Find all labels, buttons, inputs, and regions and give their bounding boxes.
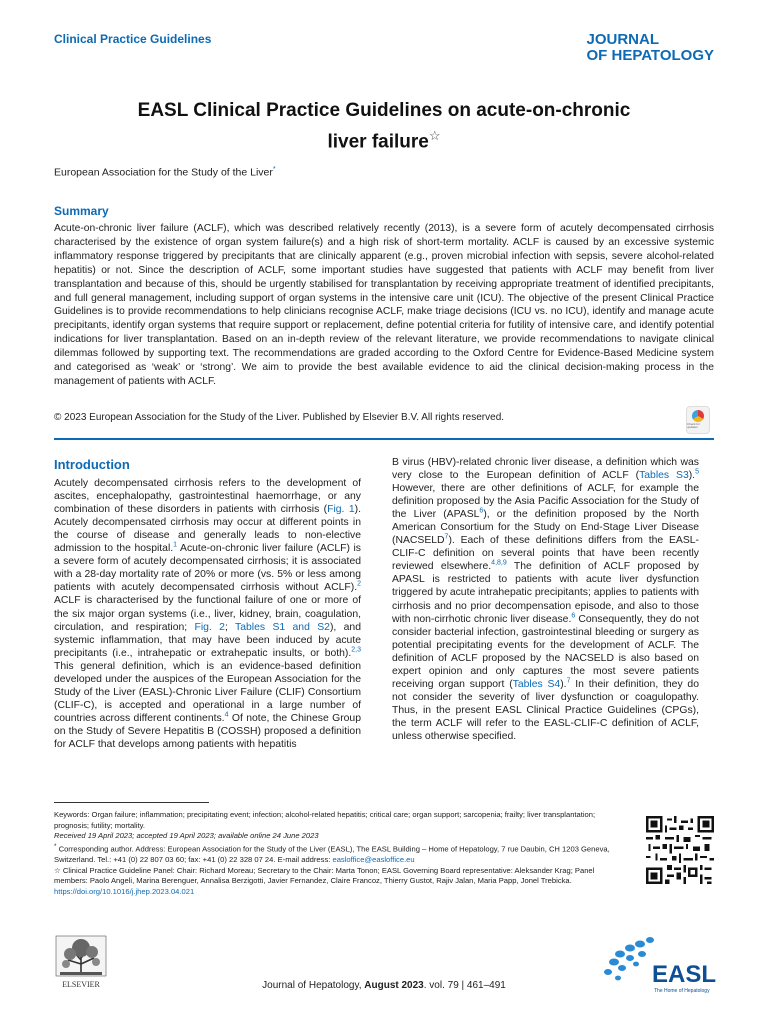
body-text: ). Acutely decompensated cirrhosis may occur at different points in the course of disease and generally leads to non-elective admission to the hospital. xyxy=(54,504,361,555)
reference-link[interactable]: 5 xyxy=(695,468,699,476)
panel-mark: ☆ xyxy=(54,865,61,875)
introduction-paragraph-left xyxy=(54,477,361,751)
reference-link[interactable]: 4 xyxy=(224,711,229,719)
body-text: Acutely decompensated cirrhosis refers to the development of ascites, encephalopathy, gastrointestinal haemorrhage, or any combination of these disorders in patients with cirrhosis ( xyxy=(54,478,361,516)
summary-heading: Summary xyxy=(54,204,109,218)
received-dates xyxy=(54,831,620,842)
journal-logo-line2: OF HEPATOLOGY xyxy=(586,47,714,64)
body-text: ), or the definition proposed by the North American Consortium for the Study on End-Stage Liver Disease (NACSELD xyxy=(392,509,699,547)
reference-link[interactable]: 2 xyxy=(357,580,361,588)
crossmark-icon[interactable] xyxy=(686,406,710,434)
right-column xyxy=(392,456,699,743)
journal-logo xyxy=(586,32,714,64)
introduction-heading: Introduction xyxy=(54,457,130,472)
table-link[interactable]: Tables S3 xyxy=(639,470,689,482)
reference-link[interactable]: 6 xyxy=(571,612,576,620)
body-text: Consequently, they do not consider bacterial infection, gastrointestinal bleeding or surgery as potential precipitating events for the development of ACLF. The definition of ACLF proposed by the NACSELD is also based on expert opinion and only captures the most severe patients receiving organ support ( xyxy=(392,613,699,690)
body-text: Of note, the Chinese Group on the Study of Severe Hepatitis B (COSSH) proposed a definition for ACLF that develops among patients with hepatitis xyxy=(54,712,361,750)
doi-link[interactable]: https://doi.org/10.1016/j.jhep.2023.04.021 xyxy=(54,886,195,896)
elsevier-wordmark: ELSEVIER xyxy=(62,980,100,989)
body-text: B virus (HBV)-related chronic liver disease, a definition which was very close to the European definition of ACLF ( xyxy=(392,457,699,482)
body-text: ), and systemic inflammation, that may have been induced by acute precipitants (i.e., intrahepatic or extrahepatic insults, or both). xyxy=(54,621,361,659)
left-column xyxy=(54,456,361,751)
keywords: Keywords: Organ failure; inflammation; precipitating event; infection; alcohol-related hepatitis; critical care; organ support; sarcopenia; frailty; liver transplantation; prognosis; futility; mortality. xyxy=(54,810,596,830)
body-text: ; xyxy=(224,621,236,633)
body-text: ). xyxy=(560,678,567,690)
body-text: Acute-on-chronic liver failure (ACLF) is a severe form of acutely decompensated cirrhosis; it is associated with a 28-day mortality rate of 20% or more (vs. 5% or less among patients with acutely decompensated cirrhosis without ACLF). xyxy=(54,543,362,594)
figure-link[interactable]: Fig. 1 xyxy=(327,504,355,516)
section-tag: Clinical Practice Guidelines xyxy=(54,32,212,46)
summary-text: Acute-on-chronic liver failure (ACLF), which was described relatively recently (2013), is a severe form of acutely decompensated cirrhosis characterised by the existence of organ system failure(s) and a high risk of short-term mortality. ACLF is caused by an excessive systemic inflammatory response triggered by precipitants that are clinically apparent (e.g., proven microbial infection with sepsis, severe alcohol-related hepatitis) or not. Since the description of ACLF, some important studies have suggested that patients with ACLF may benefit from liver transplantation and because of this, should be urgently stabilised for transplantation by receiving appropriate treatment of identified precipitants, and full general management, including support of organ systems in the intensive care unit (ICU). The objective of the present Clinical Practice Guidelines is to provide recommendations to help clinicians recognise ACLF, make triage decisions (ICU vs. no ICU), identify and manage acute precipitants, identify organ systems that require support or replacement, define potential criteria for futility of intensive care, and identify potential indications for liver transplantation. Based on an in-depth review of the relevant literature, we provide recommendations to navigate clinical dilemmas followed by supporting text. The recommendations are graded according to the Oxford Centre for Evidence-Based Medicine system and categorised as ‘weak’ or ‘strong’. We aim to provide the best available evidence to aid the clinical decision-making process in the management of patients with ACLF. xyxy=(54,223,714,387)
author-name: European Association for the Study of the Liver xyxy=(54,166,273,179)
body-text: ). Each of these definitions differs from the EASL-CLIF-C definition on several points that have been recently reviewed elsewhere. xyxy=(392,535,699,573)
introduction-paragraph-right xyxy=(392,456,699,743)
figure-link[interactable]: Fig. 2 xyxy=(194,621,225,633)
copyright-notice: © 2023 European Association for the Study of the Liver. Published by Elsevier B.V. All rights reserved. xyxy=(54,412,505,423)
panel-text: Clinical Practice Guideline Panel: Chair: Richard Moreau; Secretary to the Chair: Marta Tonon; EASL Governing Board representative: Aleksander Krag; Panel members: Paolo Angeli, Marina Berenguer, Annalisa Berzigotti, Javier Fernandez, Claire Francoz, Thierry Gustot, Rajiv Jalan, Maria Papp, Jonel Trebicka. xyxy=(54,865,595,886)
body-text: The definition of ACLF proposed by APASL is restricted to patients with acute liver dysfunction triggered by acute intrahepatic precipitants; applies to patients with cirrhosis and no prior decompensation episode, and also to those with non-cirrhotic chronic liver disease. xyxy=(392,561,700,625)
article-title xyxy=(80,98,688,154)
footer-journal: Journal of Hepatology, xyxy=(262,980,365,991)
crossmark-label: Check for updates xyxy=(687,422,700,429)
reference-link[interactable]: 2,3 xyxy=(351,646,361,654)
easl-wordmark: EASL xyxy=(652,961,717,988)
table-link[interactable]: Tables S4 xyxy=(512,678,561,690)
corresponding-text: Corresponding author. Address: European Association for the Study of the Liver (EASL), The EASL Building – Home of Hepatology, 7 rue Daubin, CH 1203 Geneva, Switzerland. Tel.: +41 (0) 22 807 03 60; fax: +41 (0) 22 328 07 24. E-mail address: xyxy=(54,844,610,864)
footnotes xyxy=(54,810,620,897)
easl-tagline: The Home of Hepatology xyxy=(654,988,710,994)
footer-volume: . vol. 79 | 461–491 xyxy=(423,980,506,991)
author-line xyxy=(54,166,276,179)
section-divider xyxy=(54,438,714,440)
title-footnote-mark[interactable]: ☆ xyxy=(428,128,441,143)
body-text: ). xyxy=(688,470,696,482)
reference-link[interactable]: 1 xyxy=(173,541,178,549)
corresponding-mark: * xyxy=(54,842,57,850)
received-text: Received 19 April 2023; accepted 19 April 2023; available online 24 June 2023 xyxy=(54,831,319,841)
crossmark-dot xyxy=(692,410,704,422)
journal-logo-line1: JOURNAL xyxy=(586,31,659,48)
footnote-divider xyxy=(54,802,209,803)
email-link[interactable]: easloffice@easloffice.eu xyxy=(332,854,415,864)
reference-link[interactable]: 7 xyxy=(566,677,571,685)
reference-link[interactable]: 7 xyxy=(444,533,449,541)
panel-members xyxy=(54,866,620,887)
author-footnote-mark[interactable]: * xyxy=(272,166,276,173)
title-line2: liver failure xyxy=(327,131,429,153)
qr-code-icon[interactable] xyxy=(646,815,714,885)
reference-link[interactable]: 6 xyxy=(479,507,484,515)
table-link[interactable]: Tables S1 and S2 xyxy=(235,621,330,633)
body-text: ACLF is characterised by the functional failure of one or more of the six major organ systems (i.e., liver, kidney, brain, coagulation, circulation, and respiration; xyxy=(54,595,361,633)
easl-logo xyxy=(600,932,718,994)
corresponding-author xyxy=(54,842,620,866)
body-text: This general definition, which is an evidence-based definition developed under the auspices of the European Association for the Study of the Liver (EASL)-Chronic Liver Failure (CLIF) Consortium (CLIF-C), is accepted and operational in a large number of countries across different continents. xyxy=(54,660,361,724)
body-text: However, there are other definitions of ACLF, for example the definition proposed by the Asia Pacific Association for the Study of the Liver (APASL xyxy=(392,483,699,521)
title-line1: EASL Clinical Practice Guidelines on acute-on-chronic xyxy=(137,100,631,121)
reference-link[interactable]: 4,8,9 xyxy=(491,559,507,567)
footer-date: August 2023 xyxy=(364,980,424,991)
body-text: In their definition, they do not consider the severity of liver dysfunction or coagulopathy. Thus, in the present EASL Clinical Practice Guidelines (CPGs), the term ACLF will refer to the EASL-CLIF-C definition of ACLF, unless otherwise specified. xyxy=(392,678,699,742)
